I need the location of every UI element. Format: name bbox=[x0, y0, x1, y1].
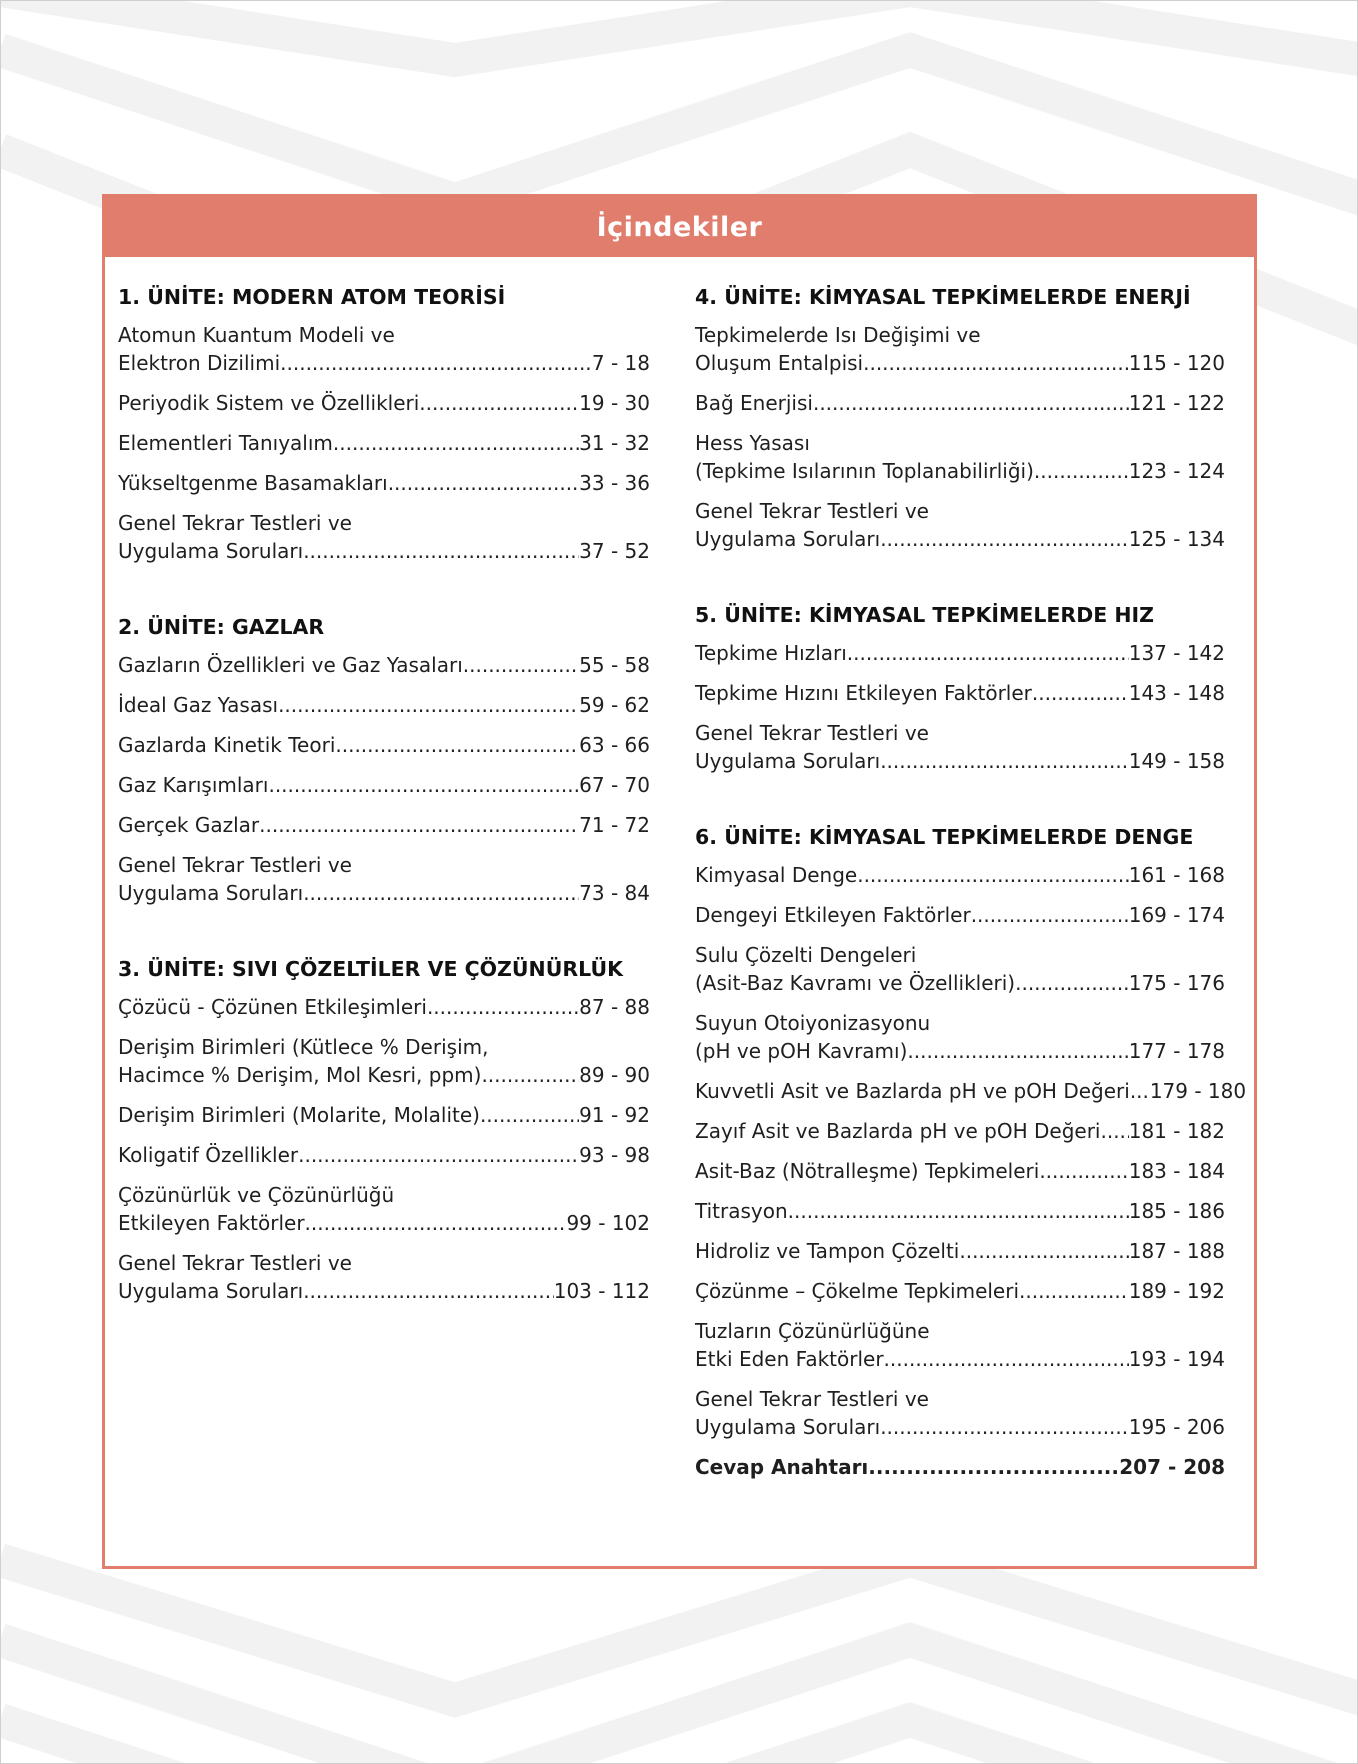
toc-entry-title: Asit-Baz (Nötralleşme) Tepkimeleri bbox=[695, 1159, 1040, 1183]
dot-leader bbox=[1019, 1277, 1129, 1305]
toc-entry-title: Suyun Otoiyonizasyonu bbox=[695, 1011, 931, 1035]
dot-leader bbox=[303, 1277, 554, 1305]
toc-entry-pages: 73 - 84 bbox=[579, 881, 650, 905]
toc-entry[interactable] bbox=[118, 771, 650, 799]
toc-entry-pages: 195 - 206 bbox=[1128, 1415, 1225, 1439]
toc-entry-pages: 99 - 102 bbox=[566, 1211, 650, 1235]
toc-entry-pages: 161 - 168 bbox=[1128, 863, 1225, 887]
toc-entry[interactable] bbox=[118, 321, 650, 377]
toc-entry[interactable] bbox=[118, 993, 650, 1021]
toc-entry[interactable] bbox=[695, 321, 1225, 377]
toc-entry[interactable] bbox=[695, 901, 1225, 929]
toc-entry-title: Genel Tekrar Testleri ve bbox=[695, 1387, 929, 1411]
toc-entry-title: Genel Tekrar Testleri ve bbox=[118, 511, 352, 535]
toc-entry-pages: 179 - 180 bbox=[1149, 1079, 1247, 1103]
toc-entry[interactable] bbox=[695, 679, 1225, 707]
toc-entry-title: Kimyasal Denge bbox=[695, 863, 858, 887]
dot-leader bbox=[268, 771, 579, 799]
dot-leader bbox=[278, 691, 579, 719]
toc-entry[interactable] bbox=[695, 1157, 1225, 1185]
toc-entry[interactable] bbox=[695, 1277, 1225, 1305]
toc-entry-pages: 71 - 72 bbox=[579, 813, 650, 837]
toc-entry[interactable] bbox=[118, 811, 650, 839]
dot-leader bbox=[1100, 1117, 1128, 1145]
dot-leader bbox=[884, 1345, 1129, 1373]
toc-entry-pages: 183 - 184 bbox=[1128, 1159, 1225, 1183]
toc-entry-title: Dengeyi Etkileyen Faktörler bbox=[695, 903, 971, 927]
dot-leader bbox=[813, 389, 1129, 417]
unit-title: 3. ÜNİTE: SIVI ÇÖZELTİLER VE ÇÖZÜNÜRLÜK bbox=[118, 957, 624, 981]
dot-leader bbox=[481, 1061, 579, 1089]
toc-left-column bbox=[118, 283, 650, 1317]
toc-entry[interactable] bbox=[695, 1237, 1225, 1265]
dot-leader bbox=[303, 537, 579, 565]
toc-entry-title: Koligatif Özellikler bbox=[118, 1143, 299, 1167]
toc-entry-pages: 187 - 188 bbox=[1128, 1239, 1225, 1263]
toc-entry-title: Tepkime Hızları bbox=[695, 641, 847, 665]
toc-entry-pages: 207 - 208 bbox=[1119, 1455, 1225, 1479]
unit-title: 5. ÜNİTE: KİMYASAL TEPKİMELERDE HIZ bbox=[695, 603, 1155, 627]
toc-entry[interactable] bbox=[695, 1317, 1225, 1373]
toc-entry-title: Hacimce % Derişim, Mol Kesri, ppm) bbox=[118, 1063, 482, 1087]
toc-entry-title: İdeal Gaz Yasası bbox=[118, 693, 279, 717]
toc-entry[interactable] bbox=[118, 1033, 650, 1089]
toc-title: İçindekiler bbox=[105, 197, 1254, 257]
table-of-contents bbox=[102, 194, 1257, 1569]
toc-entry[interactable] bbox=[118, 731, 650, 759]
dot-leader bbox=[959, 1237, 1128, 1265]
toc-entry-title: (Asit-Baz Kavramı ve Özellikleri) bbox=[695, 971, 1016, 995]
toc-entry-title: Uygulama Soruları bbox=[695, 1415, 881, 1439]
toc-entry-pages: 189 - 192 bbox=[1128, 1279, 1225, 1303]
dot-leader bbox=[298, 1141, 579, 1169]
toc-entry-pages: 33 - 36 bbox=[579, 471, 650, 495]
toc-entry-title: Sulu Çözelti Dengeleri bbox=[695, 943, 917, 967]
toc-entry[interactable] bbox=[695, 639, 1225, 667]
dot-leader bbox=[388, 469, 579, 497]
dot-leader bbox=[788, 1197, 1129, 1225]
toc-entry[interactable] bbox=[118, 429, 650, 457]
toc-entry[interactable] bbox=[118, 389, 650, 417]
unit-title: 6. ÜNİTE: KİMYASAL TEPKİMELERDE DENGE bbox=[695, 825, 1194, 849]
toc-entry[interactable] bbox=[695, 1197, 1225, 1225]
dot-leader bbox=[1015, 969, 1129, 997]
dot-leader bbox=[863, 349, 1129, 377]
toc-entry[interactable] bbox=[695, 1117, 1225, 1145]
toc-entry[interactable] bbox=[118, 1181, 650, 1237]
toc-entry-title: Genel Tekrar Testleri ve bbox=[695, 499, 929, 523]
toc-entry[interactable] bbox=[118, 1249, 650, 1305]
dot-leader bbox=[480, 1101, 579, 1129]
toc-entry-title: Gazların Özellikleri ve Gaz Yasaları bbox=[118, 653, 463, 677]
toc-entry-title: Çözünme – Çökelme Tepkimeleri bbox=[695, 1279, 1020, 1303]
dot-leader bbox=[880, 747, 1129, 775]
toc-entry-pages: 7 - 18 bbox=[591, 351, 650, 375]
dot-leader bbox=[280, 349, 592, 377]
toc-entry-title: Kuvvetli Asit ve Bazlarda pH ve pOH Değeri bbox=[695, 1079, 1130, 1103]
dot-leader bbox=[868, 1453, 1119, 1481]
toc-entry-pages: 143 - 148 bbox=[1128, 681, 1225, 705]
toc-entry-title: Oluşum Entalpisi bbox=[695, 351, 864, 375]
toc-entry[interactable] bbox=[695, 389, 1225, 417]
toc-entry-title: Bağ Enerjisi bbox=[695, 391, 813, 415]
toc-entry-pages: 103 - 112 bbox=[553, 1279, 650, 1303]
dot-leader bbox=[880, 1413, 1129, 1441]
dot-leader bbox=[1130, 1077, 1150, 1105]
toc-entry[interactable] bbox=[118, 851, 650, 907]
unit-title: 2. ÜNİTE: GAZLAR bbox=[118, 615, 325, 639]
toc-entry[interactable] bbox=[695, 1077, 1247, 1105]
toc-entry-pages: 55 - 58 bbox=[579, 653, 650, 677]
toc-entry-title: Tepkimelerde Isı Değişimi ve bbox=[695, 323, 981, 347]
toc-entry-title: Uygulama Soruları bbox=[118, 539, 304, 563]
dot-leader bbox=[463, 651, 579, 679]
toc-entry-pages: 123 - 124 bbox=[1128, 459, 1225, 483]
toc-entry-pages: 177 - 178 bbox=[1128, 1039, 1225, 1063]
toc-entry-pages: 31 - 32 bbox=[579, 431, 650, 455]
toc-entry-pages: 125 - 134 bbox=[1128, 527, 1225, 551]
toc-entry-pages: 149 - 158 bbox=[1128, 749, 1225, 773]
toc-entry-pages: 93 - 98 bbox=[579, 1143, 650, 1167]
unit-section bbox=[118, 613, 650, 907]
dot-leader bbox=[971, 901, 1129, 929]
toc-entry-title: Yükseltgenme Basamakları bbox=[118, 471, 388, 495]
toc-entry-title: Gerçek Gazlar bbox=[118, 813, 260, 837]
unit-section bbox=[118, 283, 650, 565]
toc-entry-title: Titrasyon bbox=[695, 1199, 788, 1223]
toc-entry[interactable] bbox=[118, 691, 650, 719]
toc-entry-title: Derişim Birimleri (Molarite, Molalite) bbox=[118, 1103, 480, 1127]
toc-entry[interactable] bbox=[695, 719, 1225, 775]
unit-section bbox=[695, 601, 1225, 775]
toc-entry-title: Tuzların Çözünürlüğüne bbox=[695, 1319, 930, 1343]
toc-entry-pages: 121 - 122 bbox=[1128, 391, 1225, 415]
toc-entry[interactable] bbox=[695, 861, 1225, 889]
toc-entry[interactable] bbox=[118, 469, 650, 497]
toc-entry-title: Tepkime Hızını Etkileyen Faktörler bbox=[695, 681, 1032, 705]
toc-entry-title: Genel Tekrar Testleri ve bbox=[695, 721, 929, 745]
toc-entry[interactable] bbox=[695, 1453, 1225, 1481]
dot-leader bbox=[857, 861, 1129, 889]
dot-leader bbox=[847, 639, 1129, 667]
toc-entry-title: Uygulama Soruları bbox=[695, 527, 881, 551]
toc-entry[interactable] bbox=[695, 497, 1225, 553]
toc-entry-title: Genel Tekrar Testleri ve bbox=[118, 1251, 352, 1275]
toc-entry[interactable] bbox=[118, 1101, 650, 1129]
toc-entry[interactable] bbox=[695, 429, 1225, 485]
dot-leader bbox=[305, 1209, 567, 1237]
unit-section bbox=[118, 955, 650, 1305]
toc-entry-title: Derişim Birimleri (Kütlece % Derişim, bbox=[118, 1035, 489, 1059]
dot-leader bbox=[259, 811, 579, 839]
toc-entry[interactable] bbox=[695, 941, 1225, 997]
toc-entry-pages: 87 - 88 bbox=[579, 995, 650, 1019]
toc-entry-pages: 89 - 90 bbox=[579, 1063, 650, 1087]
toc-entry-pages: 169 - 174 bbox=[1128, 903, 1225, 927]
toc-entry-title: Zayıf Asit ve Bazlarda pH ve pOH Değeri bbox=[695, 1119, 1101, 1143]
dot-leader bbox=[1039, 1157, 1128, 1185]
dot-leader bbox=[419, 389, 579, 417]
toc-entry-pages: 37 - 52 bbox=[579, 539, 650, 563]
toc-entry-pages: 63 - 66 bbox=[579, 733, 650, 757]
toc-entry-pages: 185 - 186 bbox=[1128, 1199, 1225, 1223]
toc-entry-title: Genel Tekrar Testleri ve bbox=[118, 853, 352, 877]
toc-entry-title: (pH ve pOH Kavramı) bbox=[695, 1039, 908, 1063]
toc-entry-title: Atomun Kuantum Modeli ve bbox=[118, 323, 395, 347]
toc-right-column bbox=[695, 283, 1247, 1493]
toc-entry-pages: 115 - 120 bbox=[1128, 351, 1225, 375]
toc-entry-pages: 181 - 182 bbox=[1128, 1119, 1225, 1143]
toc-entry-pages: 137 - 142 bbox=[1128, 641, 1225, 665]
toc-entry-pages: 91 - 92 bbox=[579, 1103, 650, 1127]
toc-entry[interactable] bbox=[695, 1009, 1225, 1065]
toc-entry-pages: 19 - 30 bbox=[579, 391, 650, 415]
toc-entry-title: Etkileyen Faktörler bbox=[118, 1211, 305, 1235]
dot-leader bbox=[1034, 457, 1129, 485]
toc-entry[interactable] bbox=[118, 509, 650, 565]
toc-entry-title: Cevap Anahtarı bbox=[695, 1455, 869, 1479]
toc-entry-pages: 193 - 194 bbox=[1128, 1347, 1225, 1371]
toc-entry-title: Hidroliz ve Tampon Çözelti bbox=[695, 1239, 960, 1263]
toc-entry-title: Etki Eden Faktörler bbox=[695, 1347, 884, 1371]
toc-entry[interactable] bbox=[118, 651, 650, 679]
dot-leader bbox=[335, 731, 579, 759]
toc-entry-title: Gaz Karışımları bbox=[118, 773, 269, 797]
toc-entry-title: Periyodik Sistem ve Özellikleri bbox=[118, 391, 420, 415]
toc-entry-title: Elementleri Tanıyalım bbox=[118, 431, 333, 455]
toc-entry-title: Uygulama Soruları bbox=[118, 1279, 304, 1303]
unit-title: 4. ÜNİTE: KİMYASAL TEPKİMELERDE ENERJİ bbox=[695, 285, 1191, 309]
unit-section bbox=[695, 823, 1247, 1481]
dot-leader bbox=[303, 879, 579, 907]
toc-entry-pages: 67 - 70 bbox=[579, 773, 650, 797]
toc-entry-title: Uygulama Soruları bbox=[695, 749, 881, 773]
toc-entry-title: (Tepkime Isılarının Toplanabilirliği) bbox=[695, 459, 1034, 483]
toc-entry-pages: 59 - 62 bbox=[579, 693, 650, 717]
toc-entry-pages: 175 - 176 bbox=[1128, 971, 1225, 995]
toc-entry[interactable] bbox=[695, 1385, 1225, 1441]
dot-leader bbox=[880, 525, 1129, 553]
unit-title: 1. ÜNİTE: MODERN ATOM TEORİSİ bbox=[118, 285, 506, 309]
toc-entry-title: Çözünürlük ve Çözünürlüğü bbox=[118, 1183, 395, 1207]
toc-entry-title: Uygulama Soruları bbox=[118, 881, 304, 905]
toc-entry-title: Gazlarda Kinetik Teori bbox=[118, 733, 336, 757]
dot-leader bbox=[333, 429, 579, 457]
toc-entry[interactable] bbox=[118, 1141, 650, 1169]
dot-leader bbox=[907, 1037, 1128, 1065]
toc-entry-title: Çözücü - Çözünen Etkileşimleri bbox=[118, 995, 427, 1019]
unit-section bbox=[695, 283, 1225, 553]
dot-leader bbox=[427, 993, 579, 1021]
dot-leader bbox=[1032, 679, 1129, 707]
toc-entry-title: Hess Yasası bbox=[695, 431, 810, 455]
toc-entry-title: Elektron Dizilimi bbox=[118, 351, 281, 375]
